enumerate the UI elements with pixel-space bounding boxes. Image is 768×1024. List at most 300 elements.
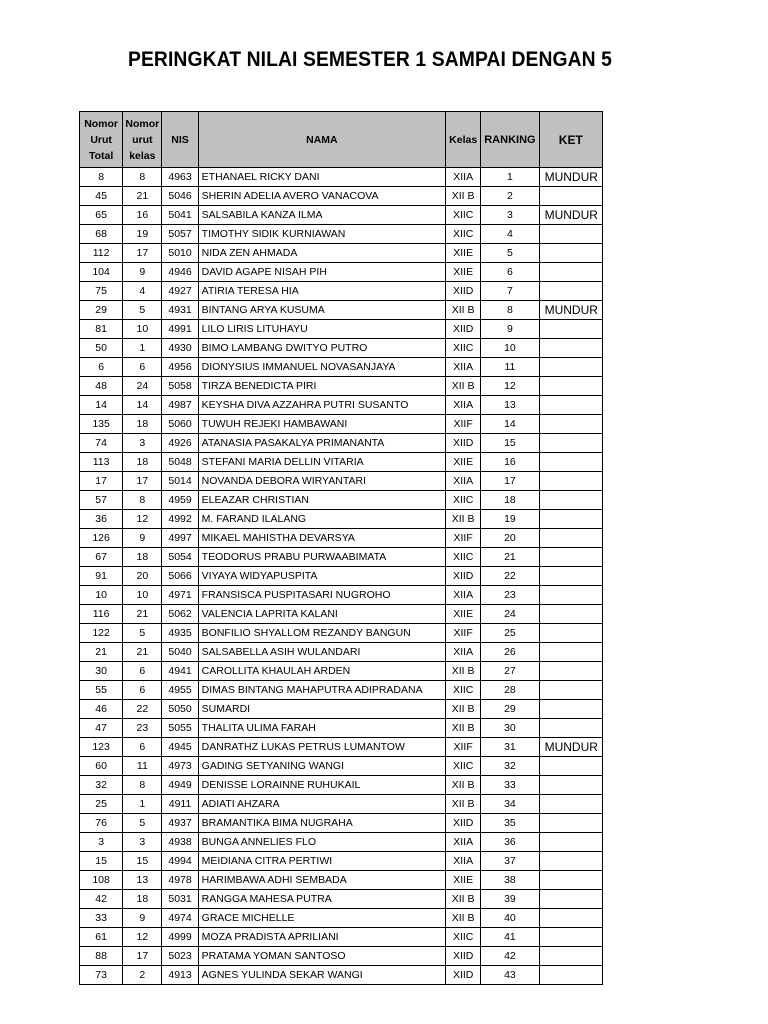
cell-nomor-urut-total: 32 xyxy=(80,776,123,795)
table-row xyxy=(80,852,603,871)
cell-kelas: XIIE xyxy=(446,871,481,890)
cell-nomor-urut-kelas: 17 xyxy=(123,947,162,966)
cell-ket xyxy=(539,225,602,244)
cell-ket xyxy=(539,529,602,548)
cell-ranking: 11 xyxy=(481,358,539,377)
cell-nomor-urut-total: 116 xyxy=(80,605,123,624)
cell-nomor-urut-total: 68 xyxy=(80,225,123,244)
cell-nama: NIDA ZEN AHMADA xyxy=(198,244,445,263)
cell-ket xyxy=(539,795,602,814)
cell-nomor-urut-kelas: 11 xyxy=(123,757,162,776)
cell-nis: 5062 xyxy=(162,605,198,624)
cell-kelas: XIIC xyxy=(446,491,481,510)
table-row xyxy=(80,776,603,795)
cell-nomor-urut-total: 3 xyxy=(80,833,123,852)
cell-nomor-urut-total: 57 xyxy=(80,491,123,510)
cell-nomor-urut-kelas: 3 xyxy=(123,833,162,852)
cell-ket xyxy=(539,833,602,852)
table-row xyxy=(80,168,603,187)
cell-nomor-urut-total: 61 xyxy=(80,928,123,947)
cell-nama: ADIATI AHZARA xyxy=(198,795,445,814)
table-row xyxy=(80,605,603,624)
cell-nama: BONFILIO SHYALLOM REZANDY BANGUN xyxy=(198,624,445,643)
table-row xyxy=(80,719,603,738)
cell-ket xyxy=(539,263,602,282)
cell-nis: 5046 xyxy=(162,187,198,206)
cell-ranking: 10 xyxy=(481,339,539,358)
cell-kelas: XIID xyxy=(446,282,481,301)
table-row xyxy=(80,548,603,567)
cell-nis: 5050 xyxy=(162,700,198,719)
cell-nama: DENISSE LORAINNE RUHUKAIL xyxy=(198,776,445,795)
table-row xyxy=(80,567,603,586)
cell-nomor-urut-total: 42 xyxy=(80,890,123,909)
table-row xyxy=(80,890,603,909)
cell-nomor-urut-total: 112 xyxy=(80,244,123,263)
cell-kelas: XIIA xyxy=(446,472,481,491)
cell-nomor-urut-total: 21 xyxy=(80,643,123,662)
cell-nama: TIRZA BENEDICTA PIRI xyxy=(198,377,445,396)
cell-ket xyxy=(539,852,602,871)
cell-kelas: XIID xyxy=(446,947,481,966)
cell-kelas: XIIF xyxy=(446,415,481,434)
cell-nomor-urut-kelas: 18 xyxy=(123,548,162,567)
cell-nomor-urut-kelas: 19 xyxy=(123,225,162,244)
cell-ket xyxy=(539,586,602,605)
cell-nomor-urut-kelas: 5 xyxy=(123,301,162,320)
cell-nama: SALSABELLA ASIH WULANDARI xyxy=(198,643,445,662)
cell-ranking: 39 xyxy=(481,890,539,909)
cell-nomor-urut-total: 47 xyxy=(80,719,123,738)
cell-nama: LILO LIRIS LITUHAYU xyxy=(198,320,445,339)
cell-nomor-urut-kelas: 18 xyxy=(123,890,162,909)
cell-nomor-urut-kelas: 5 xyxy=(123,814,162,833)
cell-nomor-urut-kelas: 21 xyxy=(123,605,162,624)
cell-nomor-urut-total: 122 xyxy=(80,624,123,643)
cell-kelas: XIIC xyxy=(446,681,481,700)
table-row xyxy=(80,624,603,643)
cell-ket xyxy=(539,282,602,301)
cell-ket xyxy=(539,928,602,947)
cell-nis: 4946 xyxy=(162,263,198,282)
table-row xyxy=(80,757,603,776)
cell-kelas: XII B xyxy=(446,795,481,814)
table-row xyxy=(80,225,603,244)
cell-nis: 4941 xyxy=(162,662,198,681)
cell-nis: 4973 xyxy=(162,757,198,776)
cell-kelas: XIIF xyxy=(446,738,481,757)
cell-nama: SHERIN ADELIA AVERO VANACOVA xyxy=(198,187,445,206)
cell-nis: 4930 xyxy=(162,339,198,358)
cell-kelas: XIIA xyxy=(446,643,481,662)
cell-nomor-urut-kelas: 18 xyxy=(123,453,162,472)
cell-nomor-urut-total: 50 xyxy=(80,339,123,358)
table-row xyxy=(80,301,603,320)
cell-nomor-urut-total: 15 xyxy=(80,852,123,871)
cell-kelas: XII B xyxy=(446,187,481,206)
cell-nomor-urut-total: 108 xyxy=(80,871,123,890)
table-row xyxy=(80,358,603,377)
cell-ket xyxy=(539,187,602,206)
header-ket: KET xyxy=(539,112,602,168)
cell-nis: 5057 xyxy=(162,225,198,244)
cell-ranking: 30 xyxy=(481,719,539,738)
cell-nama: GADING SETYANING WANGI xyxy=(198,757,445,776)
cell-kelas: XIIE xyxy=(446,244,481,263)
table-row xyxy=(80,396,603,415)
table-row xyxy=(80,206,603,225)
cell-ranking: 6 xyxy=(481,263,539,282)
cell-nomor-urut-kelas: 8 xyxy=(123,491,162,510)
table-row xyxy=(80,947,603,966)
cell-ket xyxy=(539,757,602,776)
cell-nis: 4992 xyxy=(162,510,198,529)
cell-nomor-urut-kelas: 6 xyxy=(123,358,162,377)
cell-ket xyxy=(539,396,602,415)
cell-ranking: 25 xyxy=(481,624,539,643)
cell-nomor-urut-kelas: 12 xyxy=(123,928,162,947)
cell-ket xyxy=(539,776,602,795)
cell-kelas: XIIE xyxy=(446,453,481,472)
cell-ket: MUNDUR xyxy=(539,206,602,225)
cell-kelas: XIIC xyxy=(446,225,481,244)
cell-kelas: XII B xyxy=(446,890,481,909)
cell-kelas: XII B xyxy=(446,377,481,396)
cell-ranking: 29 xyxy=(481,700,539,719)
cell-nis: 5048 xyxy=(162,453,198,472)
cell-kelas: XIID xyxy=(446,966,481,985)
cell-nomor-urut-kelas: 23 xyxy=(123,719,162,738)
cell-ranking: 9 xyxy=(481,320,539,339)
cell-ranking: 1 xyxy=(481,168,539,187)
cell-nomor-urut-total: 8 xyxy=(80,168,123,187)
cell-nomor-urut-kelas: 6 xyxy=(123,738,162,757)
table-row xyxy=(80,662,603,681)
header-nomor-urut-kelas: Nomor urut kelas xyxy=(123,112,162,168)
cell-kelas: XII B xyxy=(446,719,481,738)
cell-kelas: XII B xyxy=(446,909,481,928)
table-row xyxy=(80,510,603,529)
cell-nis: 4971 xyxy=(162,586,198,605)
cell-nama: TUWUH REJEKI HAMBAWANI xyxy=(198,415,445,434)
cell-nomor-urut-kelas: 2 xyxy=(123,966,162,985)
cell-nomor-urut-total: 36 xyxy=(80,510,123,529)
cell-nomor-urut-total: 88 xyxy=(80,947,123,966)
cell-nis: 5060 xyxy=(162,415,198,434)
cell-ket xyxy=(539,244,602,263)
cell-nama: BRAMANTIKA BIMA NUGRAHA xyxy=(198,814,445,833)
cell-nis: 5066 xyxy=(162,567,198,586)
cell-kelas: XIIA xyxy=(446,358,481,377)
cell-nomor-urut-kelas: 6 xyxy=(123,681,162,700)
cell-kelas: XIIA xyxy=(446,833,481,852)
table-row xyxy=(80,377,603,396)
cell-ket xyxy=(539,700,602,719)
cell-ket xyxy=(539,434,602,453)
cell-nomor-urut-total: 10 xyxy=(80,586,123,605)
cell-nama: MIKAEL MAHISTHA DEVARSYA xyxy=(198,529,445,548)
cell-ket xyxy=(539,890,602,909)
cell-ket xyxy=(539,453,602,472)
cell-nomor-urut-kelas: 8 xyxy=(123,168,162,187)
cell-nis: 5040 xyxy=(162,643,198,662)
cell-nis: 4911 xyxy=(162,795,198,814)
cell-ranking: 40 xyxy=(481,909,539,928)
header-nomor-urut-total: Nomor Urut Total xyxy=(80,112,123,168)
cell-ranking: 37 xyxy=(481,852,539,871)
table-row xyxy=(80,529,603,548)
cell-kelas: XII B xyxy=(446,301,481,320)
cell-ket xyxy=(539,719,602,738)
cell-kelas: XIIF xyxy=(446,624,481,643)
cell-kelas: XII B xyxy=(446,776,481,795)
cell-nomor-urut-total: 75 xyxy=(80,282,123,301)
table-row xyxy=(80,472,603,491)
cell-nomor-urut-kelas: 21 xyxy=(123,643,162,662)
cell-nis: 4978 xyxy=(162,871,198,890)
cell-ket: MUNDUR xyxy=(539,738,602,757)
cell-nama: ELEAZAR CHRISTIAN xyxy=(198,491,445,510)
cell-kelas: XIIF xyxy=(446,529,481,548)
cell-ranking: 36 xyxy=(481,833,539,852)
cell-nis: 4956 xyxy=(162,358,198,377)
cell-nis: 5031 xyxy=(162,890,198,909)
cell-nomor-urut-total: 60 xyxy=(80,757,123,776)
cell-nomor-urut-kelas: 17 xyxy=(123,244,162,263)
cell-ranking: 3 xyxy=(481,206,539,225)
header-kelas: Kelas xyxy=(446,112,481,168)
cell-ranking: 23 xyxy=(481,586,539,605)
cell-nis: 4974 xyxy=(162,909,198,928)
cell-nomor-urut-kelas: 9 xyxy=(123,263,162,282)
cell-nama: RANGGA MAHESA PUTRA xyxy=(198,890,445,909)
cell-nama: DIMAS BINTANG MAHAPUTRA ADIPRADANA xyxy=(198,681,445,700)
cell-nama: SUMARDI xyxy=(198,700,445,719)
cell-nomor-urut-kelas: 17 xyxy=(123,472,162,491)
table-row xyxy=(80,434,603,453)
cell-nis: 4937 xyxy=(162,814,198,833)
table-row xyxy=(80,681,603,700)
cell-nama: MOZA PRADISTA APRILIANI xyxy=(198,928,445,947)
cell-ranking: 15 xyxy=(481,434,539,453)
cell-nomor-urut-kelas: 22 xyxy=(123,700,162,719)
cell-kelas: XIIE xyxy=(446,605,481,624)
cell-ranking: 16 xyxy=(481,453,539,472)
table-row xyxy=(80,244,603,263)
cell-nama: THALITA ULIMA FARAH xyxy=(198,719,445,738)
cell-ket xyxy=(539,681,602,700)
cell-kelas: XII B xyxy=(446,700,481,719)
cell-nis: 4938 xyxy=(162,833,198,852)
cell-kelas: XIIA xyxy=(446,396,481,415)
cell-nis: 5023 xyxy=(162,947,198,966)
cell-nomor-urut-total: 67 xyxy=(80,548,123,567)
cell-ranking: 31 xyxy=(481,738,539,757)
cell-ket xyxy=(539,377,602,396)
table-row xyxy=(80,700,603,719)
cell-ranking: 34 xyxy=(481,795,539,814)
cell-nomor-urut-kelas: 10 xyxy=(123,586,162,605)
cell-nama: ATIRIA TERESA HIA xyxy=(198,282,445,301)
cell-ket xyxy=(539,909,602,928)
table-row xyxy=(80,263,603,282)
cell-nama: VALENCIA LAPRITA KALANI xyxy=(198,605,445,624)
cell-nis: 5054 xyxy=(162,548,198,567)
cell-nomor-urut-kelas: 3 xyxy=(123,434,162,453)
page-title: PERINGKAT NILAI SEMESTER 1 SAMPAI DENGAN 5 xyxy=(127,48,613,71)
cell-nis: 4991 xyxy=(162,320,198,339)
cell-nis: 4999 xyxy=(162,928,198,947)
cell-kelas: XIIE xyxy=(446,263,481,282)
cell-nomor-urut-kelas: 1 xyxy=(123,795,162,814)
cell-nomor-urut-total: 45 xyxy=(80,187,123,206)
cell-nis: 4997 xyxy=(162,529,198,548)
cell-nomor-urut-kelas: 15 xyxy=(123,852,162,871)
cell-ranking: 14 xyxy=(481,415,539,434)
cell-nama: DAVID AGAPE NISAH PIH xyxy=(198,263,445,282)
cell-ranking: 19 xyxy=(481,510,539,529)
table-header-row xyxy=(80,112,603,168)
cell-ranking: 43 xyxy=(481,966,539,985)
cell-nama: DANRATHZ LUKAS PETRUS LUMANTOW xyxy=(198,738,445,757)
cell-nomor-urut-total: 55 xyxy=(80,681,123,700)
cell-nomor-urut-total: 6 xyxy=(80,358,123,377)
cell-nis: 4959 xyxy=(162,491,198,510)
cell-ranking: 17 xyxy=(481,472,539,491)
cell-nomor-urut-total: 30 xyxy=(80,662,123,681)
cell-kelas: XIID xyxy=(446,434,481,453)
cell-ket xyxy=(539,814,602,833)
cell-ranking: 26 xyxy=(481,643,539,662)
cell-nomor-urut-total: 123 xyxy=(80,738,123,757)
cell-kelas: XIIC xyxy=(446,206,481,225)
cell-nomor-urut-kelas: 20 xyxy=(123,567,162,586)
cell-nomor-urut-total: 33 xyxy=(80,909,123,928)
cell-ket xyxy=(539,415,602,434)
cell-kelas: XIID xyxy=(446,814,481,833)
cell-ranking: 4 xyxy=(481,225,539,244)
cell-nomor-urut-total: 46 xyxy=(80,700,123,719)
cell-nis: 5010 xyxy=(162,244,198,263)
cell-nomor-urut-total: 76 xyxy=(80,814,123,833)
cell-nomor-urut-total: 73 xyxy=(80,966,123,985)
cell-ket xyxy=(539,662,602,681)
cell-nis: 4945 xyxy=(162,738,198,757)
table-row xyxy=(80,738,603,757)
cell-ranking: 35 xyxy=(481,814,539,833)
cell-ranking: 5 xyxy=(481,244,539,263)
cell-ket xyxy=(539,320,602,339)
cell-nama: TIMOTHY SIDIK KURNIAWAN xyxy=(198,225,445,244)
cell-kelas: XIIC xyxy=(446,757,481,776)
cell-nomor-urut-kelas: 10 xyxy=(123,320,162,339)
cell-ket xyxy=(539,472,602,491)
cell-nomor-urut-kelas: 14 xyxy=(123,396,162,415)
cell-nomor-urut-kelas: 9 xyxy=(123,529,162,548)
cell-nis: 4927 xyxy=(162,282,198,301)
cell-nomor-urut-kelas: 1 xyxy=(123,339,162,358)
cell-kelas: XIID xyxy=(446,320,481,339)
cell-nama: BIMO LAMBANG DWITYO PUTRO xyxy=(198,339,445,358)
cell-ranking: 13 xyxy=(481,396,539,415)
cell-nomor-urut-total: 81 xyxy=(80,320,123,339)
cell-ranking: 38 xyxy=(481,871,539,890)
cell-ket xyxy=(539,871,602,890)
cell-nomor-urut-total: 104 xyxy=(80,263,123,282)
cell-kelas: XIID xyxy=(446,567,481,586)
cell-nis: 4955 xyxy=(162,681,198,700)
cell-ket xyxy=(539,567,602,586)
header-nama: NAMA xyxy=(198,112,445,168)
cell-ranking: 20 xyxy=(481,529,539,548)
cell-nomor-urut-total: 91 xyxy=(80,567,123,586)
cell-kelas: XIIA xyxy=(446,168,481,187)
cell-nama: VIYAYA WIDYAPUSPITA xyxy=(198,567,445,586)
cell-nomor-urut-kelas: 6 xyxy=(123,662,162,681)
cell-nis: 5058 xyxy=(162,377,198,396)
cell-nomor-urut-total: 113 xyxy=(80,453,123,472)
cell-nis: 4935 xyxy=(162,624,198,643)
cell-nama: DIONYSIUS IMMANUEL NOVASANJAYA xyxy=(198,358,445,377)
cell-ranking: 33 xyxy=(481,776,539,795)
cell-nama: HARIMBAWA ADHI SEMBADA xyxy=(198,871,445,890)
cell-nama: PRATAMA YOMAN SANTOSO xyxy=(198,947,445,966)
cell-nama: AGNES YULINDA SEKAR WANGI xyxy=(198,966,445,985)
cell-nama: CAROLLITA KHAULAH ARDEN xyxy=(198,662,445,681)
cell-nama: FRANSISCA PUSPITASARI NUGROHO xyxy=(198,586,445,605)
cell-kelas: XIIC xyxy=(446,548,481,567)
table-row xyxy=(80,453,603,472)
cell-kelas: XIIC xyxy=(446,339,481,358)
cell-nomor-urut-kelas: 24 xyxy=(123,377,162,396)
cell-ket xyxy=(539,947,602,966)
table-row xyxy=(80,966,603,985)
cell-nomor-urut-kelas: 18 xyxy=(123,415,162,434)
cell-nama: ETHANAEL RICKY DANI xyxy=(198,168,445,187)
cell-ranking: 7 xyxy=(481,282,539,301)
cell-ranking: 18 xyxy=(481,491,539,510)
cell-nomor-urut-kelas: 16 xyxy=(123,206,162,225)
table-row xyxy=(80,814,603,833)
cell-nomor-urut-total: 135 xyxy=(80,415,123,434)
table-row xyxy=(80,415,603,434)
cell-nama: MEIDIANA CITRA PERTIWI xyxy=(198,852,445,871)
cell-kelas: XIIA xyxy=(446,586,481,605)
cell-ket xyxy=(539,643,602,662)
cell-ket: MUNDUR xyxy=(539,168,602,187)
cell-nama: NOVANDA DEBORA WIRYANTARI xyxy=(198,472,445,491)
cell-nomor-urut-total: 25 xyxy=(80,795,123,814)
cell-nomor-urut-kelas: 5 xyxy=(123,624,162,643)
cell-ket xyxy=(539,339,602,358)
cell-ranking: 27 xyxy=(481,662,539,681)
cell-ranking: 28 xyxy=(481,681,539,700)
cell-nomor-urut-kelas: 13 xyxy=(123,871,162,890)
cell-ket xyxy=(539,605,602,624)
cell-nis: 4949 xyxy=(162,776,198,795)
cell-nomor-urut-total: 126 xyxy=(80,529,123,548)
cell-nis: 4994 xyxy=(162,852,198,871)
cell-ket xyxy=(539,358,602,377)
cell-nomor-urut-total: 17 xyxy=(80,472,123,491)
cell-ranking: 32 xyxy=(481,757,539,776)
cell-nama: BUNGA ANNELIES FLO xyxy=(198,833,445,852)
header-ranking: RANKING xyxy=(481,112,539,168)
cell-nama: KEYSHA DIVA AZZAHRA PUTRI SUSANTO xyxy=(198,396,445,415)
cell-ket xyxy=(539,510,602,529)
cell-nis: 5014 xyxy=(162,472,198,491)
cell-kelas: XIIA xyxy=(446,852,481,871)
